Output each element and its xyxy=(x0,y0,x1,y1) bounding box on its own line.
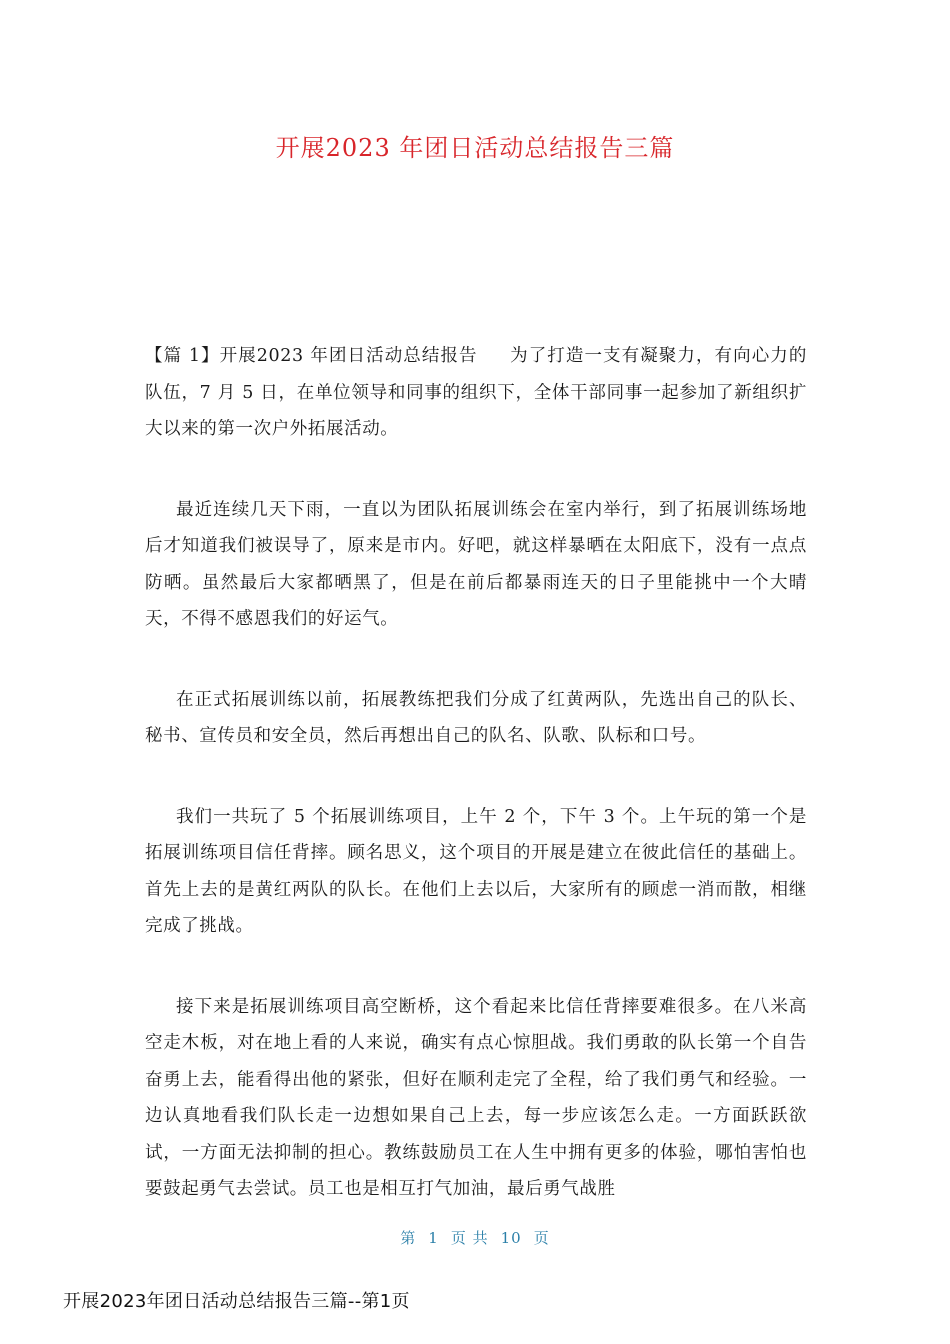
paragraph-1 xyxy=(145,338,807,448)
page-footer xyxy=(0,1227,950,1248)
document-title: 开展2023 年团日活动总结报告三篇 xyxy=(275,134,675,162)
document-body xyxy=(145,338,807,1252)
page-caption: 开展2023年团日活动总结报告三篇--第1页 xyxy=(63,1291,410,1312)
paragraph-2: 最近连续几天下雨，一直以为团队拓展训练会在室内举行，到了拓展训练场地后才知道我们被误导了，原来是市内。好吧，就这样暴晒在太阳底下，没有一点点防晒。虽然最后大家都晒黑了，但是在前后都暴雨连天的日子里能挑中一个大晴天，不得不感恩我们的好运气。 xyxy=(145,499,807,629)
paragraph-text: 为了打造一支有凝聚力，有向心力的队伍，7 月 5 日，在单位领导和同事的组织下，全体干部同事一起参加了新组织扩大以来的第一次户外拓展活动。 xyxy=(145,346,807,439)
footer-page-number: 1 xyxy=(428,1229,439,1247)
footer-page-suffix: 页 xyxy=(533,1229,550,1247)
paragraph-4: 我们一共玩了 5 个拓展训练项目，上午 2 个，下午 3 个。上午玩的第一个是拓展训练项目信任背摔。顾名思义，这个项目的开展是建立在彼此信任的基础上。首先上去的是黄红两队的队长。在他们上去以后，大家所有的顾虑一消而散，相继完成了挑战。 xyxy=(145,806,807,936)
paragraph-5: 接下来是拓展训练项目高空断桥，这个看起来比信任背摔要难很多。在八米高空走木板，对在地上看的人来说，确实有点心惊胆战。我们勇敢的队长第一个自告奋勇上去，能看得出他的紧张，但好在顺利走完了全程，给了我们勇气和经验。一边认真地看我们队长走一边想如果自己上去，每一步应该怎么走。一方面跃跃欲试，一方面无法抑制的担心。教练鼓励员工在人生中拥有更多的体验，哪怕害怕也要鼓起勇气去尝试。员工也是相互打气加油，最后勇气战胜 xyxy=(145,996,807,1199)
paragraph-3: 在正式拓展训练以前，拓展教练把我们分成了红黄两队，先选出自己的队长、秘书、宣传员和安全员，然后再想出自己的队名、队歌、队标和口号。 xyxy=(145,689,807,746)
footer-page-word: 第 xyxy=(400,1229,417,1247)
section-heading: 【篇 1】开展2023 年团日活动总结报告 xyxy=(145,346,478,366)
footer-page-of: 页 共 xyxy=(450,1229,489,1247)
footer-total-pages: 10 xyxy=(500,1229,522,1247)
